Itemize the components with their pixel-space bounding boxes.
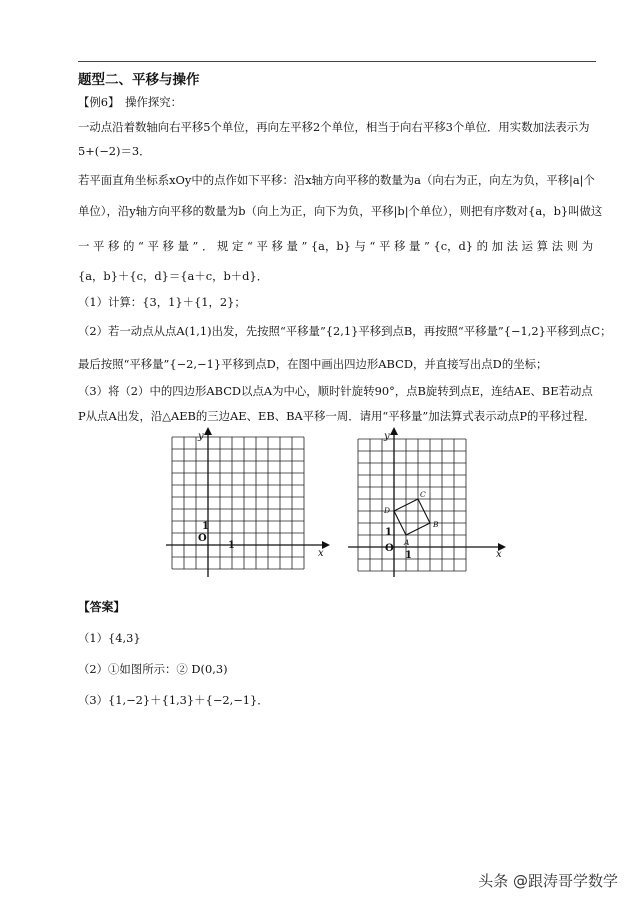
point-b-label: B — [433, 520, 439, 529]
left-y-label: y — [198, 431, 204, 442]
problem-line-3: 若平面直角坐标系xOy中的点作如下平移：沿x轴方向平移的数量为a（向右为正，向左为负，平移|a|个 — [78, 173, 595, 187]
point-a-label: A — [404, 538, 410, 547]
right-unit-y: 1 — [385, 527, 392, 538]
question-2a: （2）若一动点从点A(1,1)出发，先按照“平移量”{2,1}平移到点B，再按照“平移量”{−1,2}平移到点C； — [78, 324, 612, 338]
right-y-label: y — [384, 431, 390, 442]
point-d-label: D — [384, 506, 391, 515]
left-origin-label: O — [198, 533, 207, 544]
problem-line-2: 5+(−2)＝3． — [78, 144, 151, 158]
left-x-label: x — [318, 548, 324, 559]
left-grid-figure — [160, 425, 335, 585]
problem-line-4: 单位），沿y轴方向平移的数量为b（向上为正，向下为负，平移|b|个单位），则把有序数对{a，b}叫做这 — [78, 204, 603, 218]
right-origin-label: O — [385, 543, 394, 554]
left-unit-y: 1 — [202, 521, 209, 532]
answer-1: （1）{4,3} — [78, 631, 141, 645]
question-1: （1）计算：{3，1}＋{1，2}； — [78, 295, 246, 309]
right-y-arrow-icon — [390, 427, 398, 435]
problem-line-5: 一 平 移 的 “ 平 移 量 ” ． 规 定 “ 平 移 量 ” {a，b} 与 “ 平 移 量 ” {c，d} 的 加 法 运 算 法 则 为 — [78, 239, 594, 253]
question-2b: 最后按照“平移量”{−2,−1}平移到点D，在图中画出四边形ABCD，并直接写出点D的坐标； — [78, 357, 548, 371]
problem-line-1: 一动点沿着数轴向右平移5个单位，再向左平移2个单位，相当于向右平移3个单位．用实数加法表示为 — [78, 120, 590, 134]
right-x-label: x — [496, 549, 502, 560]
question-3a: （3）将（2）中的四边形ABCD以点A为中心，顺时针旋转90°，点B旋转到点E，连结AE、BE若动点 — [78, 384, 593, 398]
answer-title: 【答案】 — [78, 600, 126, 614]
left-unit-x: 1 — [228, 540, 235, 551]
right-unit-x: 1 — [405, 550, 412, 561]
example-label: 【例6】 操作探究： — [78, 95, 183, 109]
left-y-arrow-icon — [204, 427, 212, 435]
answer-3: （3）{1,−2}＋{1,3}＋{−2,−1}． — [78, 693, 269, 707]
right-grid-lines — [358, 439, 466, 571]
left-grid-lines — [172, 437, 304, 569]
quadrilateral-abcd — [394, 499, 430, 535]
question-3b: P从点A出发，沿△AEB的三边AE、EB、BA平移一周．请用“平移量”加法算式表示动点P的平移过程． — [78, 409, 596, 423]
top-rule — [78, 61, 596, 62]
answer-2: （2）①如图所示：② D(0,3) — [78, 662, 228, 676]
watermark: 头条 @跟涛哥学数学 — [478, 872, 618, 890]
problem-line-6: {a，b}＋{c，d}＝{a＋c，b＋d}． — [78, 269, 269, 283]
section-title: 题型二、平移与操作 — [78, 72, 200, 88]
right-grid-figure — [342, 425, 510, 585]
point-c-label: C — [420, 490, 426, 499]
